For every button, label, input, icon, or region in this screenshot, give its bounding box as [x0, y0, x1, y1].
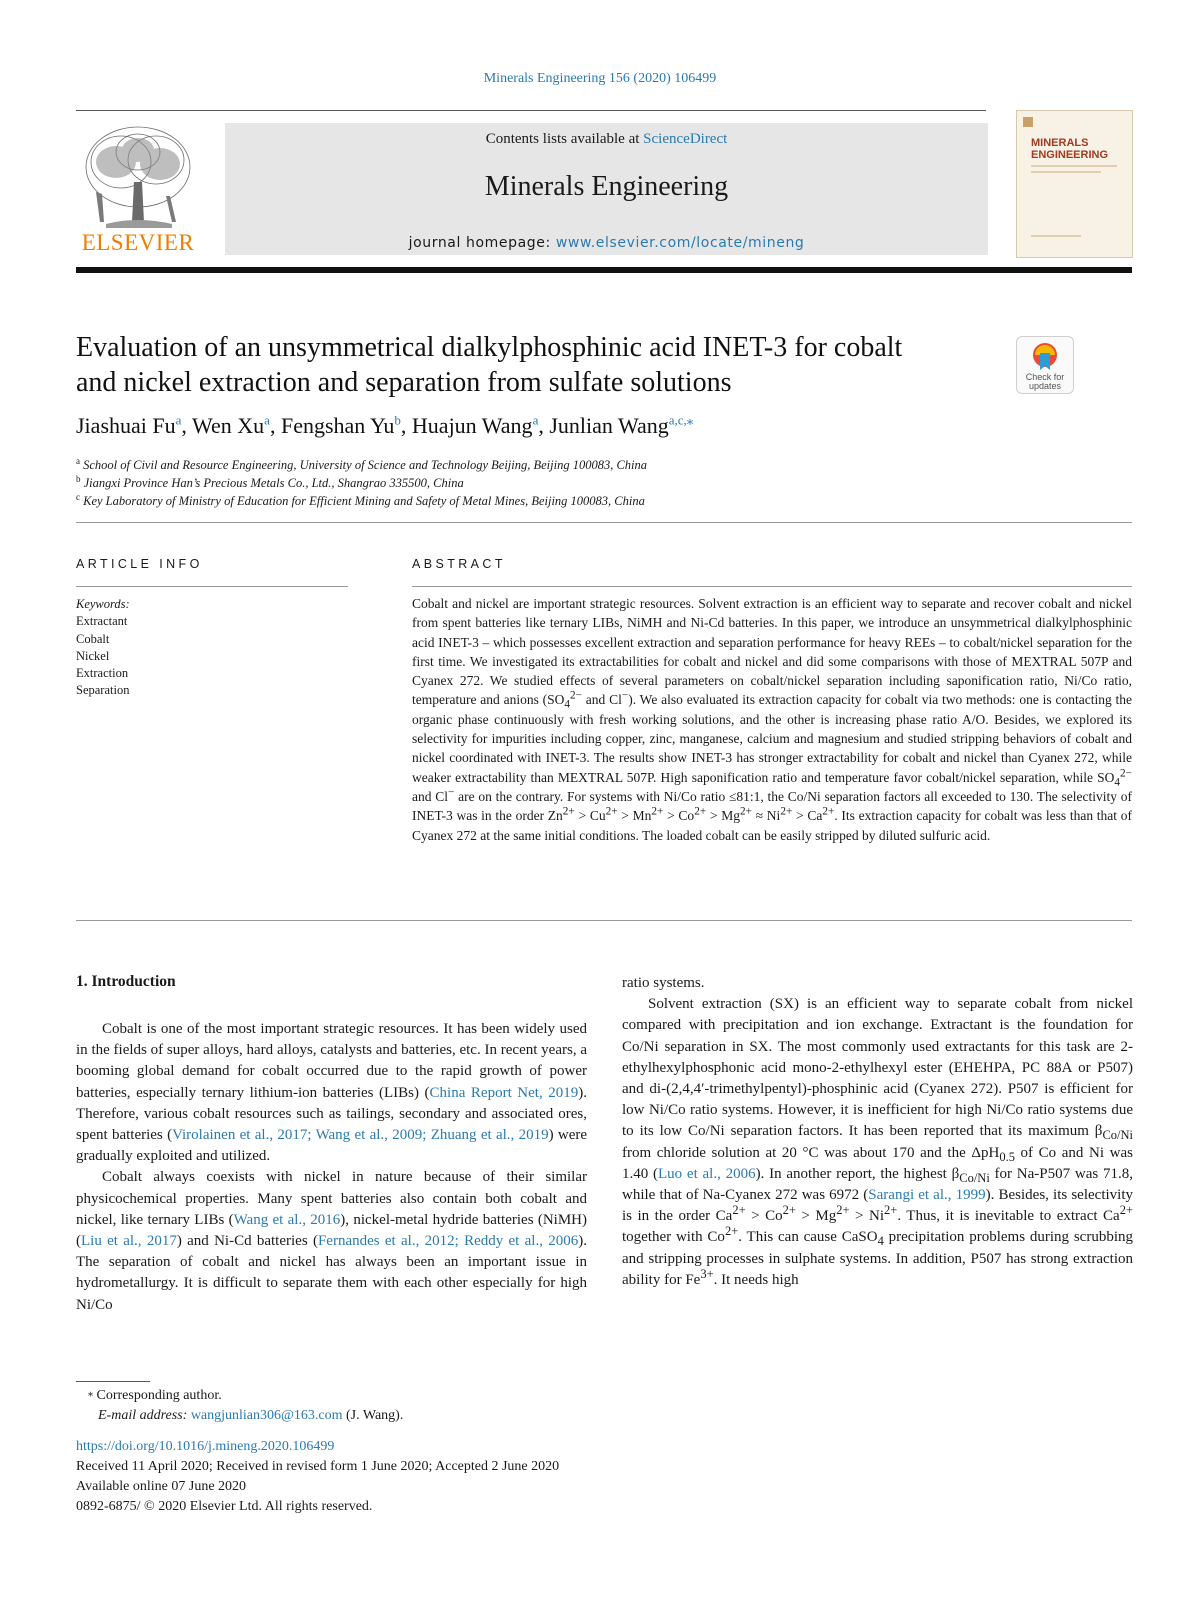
abstract-segment: Cobalt and nickel are important strategic resources. Solvent extraction is an efficient way to separate and recover cobalt and nickel from spent batteries like ternary LIBs, NiMH and Ni-Cd batteries. In this paper, we introduce an unsymmetrical dialkylphosphinic acid INET-3 – which possesses excellent extraction and separation performance for heavy REEs – to cobalt/nickel separation for the first time. We investigated its extractabilities for cobalt and nickel and did some comparisons with those of MEXTRAL 507P and Cyanex 272. We studied effects of several parameters on cobalt/nickel separation including saponification ratio, Ni/Co ratio, temperature and anions (SO — [412, 596, 1132, 708]
superscript: 2+ — [739, 805, 752, 818]
superscript: 2+ — [782, 1203, 796, 1218]
keywords-block — [76, 596, 130, 700]
superscript: 2+ — [651, 805, 664, 818]
text-segment: Cobalt is one of the most important strategic resources. It has been widely used in the fields of super alloys, hard alloys, catalysts and batteries, etc. In recent years, a booming global demand for cobalt occurred due to the rapid growth of power batteries, especially ternary lithium-ion batteries (LIBs) ( — [76, 1021, 587, 1101]
text-segment: . This can cause CaSO — [738, 1229, 878, 1246]
abstract-segment: > Ca — [792, 808, 823, 824]
subscript: Co/Ni — [959, 1170, 990, 1185]
body-column-left — [76, 1019, 587, 1316]
body-paragraph — [76, 1019, 587, 1167]
superscript: 2+ — [605, 805, 618, 818]
email-label: E-mail address: — [98, 1408, 191, 1423]
superscript: 2− — [570, 689, 582, 702]
cover-title-line1: MINERALS — [1031, 137, 1089, 149]
author-name[interactable]: Wen Xu — [192, 413, 265, 438]
subscript: 4 — [564, 699, 571, 712]
publisher-logo-text: ELSEVIER — [81, 230, 195, 255]
citation-link[interactable]: China Report Net, 2019 — [429, 1084, 579, 1101]
author-affil-sup[interactable]: a — [175, 412, 182, 428]
text-segment: ). Besides, its selectivity is in the order Ca — [622, 1187, 1133, 1225]
text-segment: ) were gradually exploited and utilized. — [76, 1127, 588, 1165]
available-online: Available online 07 June 2020 — [76, 1479, 247, 1494]
author-list: Jiashuai Fu$^a$, Wen Xu$^a$, Fengshan Yu$^b$, Huajun Wang$^a$, Junlian Wang$^{a,c,⁎}$ — [76, 412, 694, 438]
check-for-updates-label — [1017, 373, 1073, 391]
abstract-segment: and Cl — [582, 692, 622, 708]
body-paragraph — [76, 1167, 587, 1315]
superscript: 2+ — [836, 1203, 850, 1218]
cover-emblem — [1023, 117, 1033, 127]
section-rule — [76, 920, 1132, 921]
author-affil-sup[interactable]: a — [264, 412, 270, 428]
paper-title-line2: and nickel extraction and separation from sulfate solutions — [76, 367, 732, 398]
abstract-segment: > Mg — [706, 808, 740, 824]
journal-cover-thumbnail[interactable] — [1016, 110, 1133, 258]
text-segment: from chloride solution at 20 °C was about 170 and the ΔpH — [622, 1144, 1000, 1161]
subscript: 0.5 — [999, 1149, 1015, 1164]
superscript: − — [448, 786, 455, 799]
footnote-mark: ⁎ — [88, 1388, 93, 1399]
keywords-label: Keywords: — [76, 597, 130, 611]
corresponding-author-note — [88, 1388, 222, 1404]
abstract-segment: > Cu — [574, 808, 606, 824]
affiliation — [76, 455, 648, 473]
homepage-line — [225, 235, 988, 251]
subscript: 4 — [1114, 776, 1121, 789]
top-rule — [76, 110, 986, 111]
citation-link[interactable]: Luo et al., 2006 — [658, 1165, 756, 1182]
text-segment: together with Co — [622, 1229, 725, 1246]
journal-reference-link[interactable]: Minerals Engineering 156 (2020) 106499 — [483, 71, 717, 86]
superscript: 2+ — [732, 1203, 746, 1218]
copyright-line: 0892-6875/ © 2020 Elsevier Ltd. All rights reserved. — [76, 1499, 373, 1514]
article-metadata — [76, 1437, 559, 1517]
affiliation-text: School of Civil and Resource Engineering, University of Science and Technology Beijing, Beijing 100083, China — [83, 458, 648, 472]
text-segment: precipitation problems during scrubbing and stripping processes in sulphate systems. In addition, P507 has strong extraction ability for Fe — [622, 1229, 1133, 1288]
author-affil-sup[interactable]: a,c,⁎ — [668, 412, 694, 428]
subscript: Co/Ni — [1102, 1128, 1133, 1143]
text-segment: for Na-P507 was 71.8, while that of Na-Cyanex 272 was 6972 ( — [622, 1165, 1133, 1204]
citation-link[interactable]: Liu et al., 2017 — [81, 1233, 177, 1250]
affiliation-sup: c — [76, 491, 80, 502]
superscript: 2− — [1120, 767, 1132, 780]
article-info-rule — [76, 586, 348, 587]
text-segment: ) and Ni-Cd batteries ( — [176, 1233, 318, 1250]
text-segment: > Mg — [795, 1208, 837, 1225]
affiliation — [76, 473, 464, 491]
citation-link[interactable]: Wang et al., 2016 — [233, 1211, 341, 1228]
check-label-line2: updates — [1028, 381, 1062, 391]
citation-link[interactable]: Virolainen et al., 2017; Wang et al., 2009; Zhuang et al., 2019 — [172, 1127, 549, 1144]
affiliation-text: Key Laboratory of Ministry of Education for Efficient Mining and Safety of Metal Mines, Beijing 100083, China — [83, 494, 645, 508]
affiliation-sup: a — [76, 455, 80, 466]
superscript: 2+ — [1119, 1203, 1133, 1218]
text-segment: ). In another report, the highest β — [755, 1165, 960, 1182]
text-segment: > Ni — [849, 1208, 885, 1225]
text-segment: of Co and Ni was 1.40 ( — [622, 1144, 1133, 1182]
text-segment: ), nickel-metal hydride batteries (NiMH) ( — [76, 1211, 587, 1250]
keyword-item: Cobalt — [76, 631, 110, 646]
text-segment: Solvent extraction (SX) is an efficient way to separate cobalt from nickel compared with precipitation and ion exchange. Extractant is the foundation for Co/Ni separation in SX. The most commonly used extractants for this task are 2-ethylhexylphosphonic acid mono-2-ethylhexyl ester (EHEHPA, PC 88A or P507) and di-(2,4,4′-trimethylpentyl)-phosphinic acid (Cyanex 272). P507 is efficient for low Ni/Co ratio systems. However, it is inefficient for high Ni/Co ratio systems due to its low Co/Ni separation factors. It has been reported that its maximum β — [622, 996, 1133, 1140]
cover-line — [1031, 235, 1081, 237]
author-name[interactable]: Jiashuai Fu — [76, 413, 176, 438]
text-segment: ). Therefore, various cobalt resources such as tailings, secondary and associated ores, spent batteries ( — [76, 1084, 587, 1144]
sciencedirect-link[interactable]: ScienceDirect — [643, 131, 728, 147]
abstract-heading: ABSTRACT — [412, 557, 506, 571]
section-heading-introduction: 1. Introduction — [76, 973, 176, 990]
abstract-text — [412, 594, 1132, 845]
keyword-item: Nickel — [76, 648, 110, 663]
footnote-text: Corresponding author. — [93, 1388, 222, 1403]
paper-title-line1: Evaluation of an unsymmetrical dialkylphosphinic acid INET-3 for cobalt — [76, 332, 903, 363]
footnote-rule — [76, 1381, 150, 1382]
abstract-segment: ). We also evaluated its extraction capacity for cobalt via two methods: one is contacting the organic phase continuously with fresh working solutions, and the other is increasing phase ratio A/O. Besides, we explored its selectivity for impurities including copper, zinc, manganese, calcium and magnesium and studied stripping behaviors of cobalt and nickel coordinated with INET-3. The results show INET-3 has stronger extractability for cobalt and nickel than Cyanex 272, while weaker extractability than MEXTRAL 507P. High saponification ratio and temperature favor cobalt/nickel separation, while SO — [412, 692, 1133, 785]
superscript: 3+ — [700, 1266, 714, 1281]
text-segment: . Thus, it is inevitable to extract Ca — [897, 1208, 1120, 1225]
superscript: 2+ — [822, 805, 835, 818]
abstract-segment: ≈ Ni — [751, 808, 781, 824]
abstract-segment: and Cl — [412, 788, 448, 804]
affiliation — [76, 491, 645, 509]
body-column-right — [622, 973, 1133, 1291]
received-dates: Received 11 April 2020; Received in revised form 1 June 2020; Accepted 2 June 2020 — [76, 1459, 560, 1474]
author-affil-sup[interactable]: b — [394, 412, 401, 428]
body-paragraph-continued: ratio systems. — [622, 975, 705, 991]
cover-title — [1031, 137, 1108, 161]
subscript: 4 — [877, 1234, 884, 1249]
affiliation-sup: b — [76, 473, 81, 484]
journal-title: Minerals Engineering — [484, 171, 729, 202]
abstract-rule — [412, 586, 1132, 587]
author-name[interactable]: Junlian Wang — [549, 413, 669, 438]
cover-line — [1031, 171, 1101, 173]
cover-title-line2: ENGINEERING — [1031, 149, 1109, 161]
abstract-segment: are on the contrary. For systems with Ni/Co ratio ≤81:1, the Co/Ni separation factors all exceeded to 130. The selectivity of INET-3 was in the order Zn — [412, 788, 1132, 824]
superscript: 2+ — [694, 805, 707, 818]
abstract-segment: > Co — [663, 808, 695, 824]
author-affil-sup[interactable]: a — [532, 412, 539, 428]
article-info-heading: ARTICLE INFO — [76, 557, 203, 571]
author-name[interactable]: Huajun Wang — [411, 413, 533, 438]
paper-title — [76, 330, 996, 400]
citation-link[interactable]: Sarangi et al., 1999 — [868, 1187, 986, 1204]
check-label-line1: Check for — [1025, 372, 1065, 382]
email-link[interactable]: wangjunlian306@163.com — [190, 1408, 343, 1423]
keyword-item: Extractant — [76, 614, 128, 629]
section-rule — [76, 522, 1132, 523]
superscript: 2+ — [562, 805, 575, 818]
superscript: 2+ — [884, 1203, 898, 1218]
body-paragraph — [622, 994, 1133, 1291]
keyword-item: Extraction — [76, 666, 129, 681]
affiliation-text: Jiangxi Province Han’s Precious Metals Co., Ltd., Shangrao 335500, China — [83, 476, 464, 490]
text-segment: . It needs high — [713, 1271, 799, 1288]
superscript: 2+ — [724, 1224, 739, 1239]
cover-line — [1031, 165, 1117, 167]
header-heavy-rule — [76, 267, 1132, 273]
crossmark-icon — [1031, 342, 1059, 372]
text-segment: Cobalt always coexists with nickel in nature because of their similar physicochemical properties. Many spent batteries also contain both cobalt and nickel, like ternary LIBs ( — [76, 1169, 587, 1228]
text-segment: ). The separation of cobalt and nickel has always been an important issue in hydrometallurgy. It is difficult to separate them with each other especially for high Ni/Co — [76, 1233, 587, 1313]
text-segment: > Co — [745, 1208, 783, 1225]
check-for-updates-button[interactable] — [1016, 336, 1074, 394]
email-note — [98, 1408, 403, 1424]
superscript: − — [621, 689, 629, 702]
contents-line — [225, 131, 988, 148]
citation-link[interactable]: Fernandes et al., 2012; Reddy et al., 2006 — [317, 1233, 579, 1250]
homepage-prefix: journal homepage: — [408, 235, 556, 251]
homepage-link[interactable]: www.elsevier.com/locate/mineng — [555, 235, 805, 251]
abstract-segment: . Its extraction capacity for cobalt was less than that of Cyanex 272 at the same initial conditions. The loaded cobalt can be easily stripped by diluted sulfuric acid. — [412, 808, 1133, 843]
abstract-segment: > Mn — [617, 808, 652, 824]
email-suffix: (J. Wang). — [342, 1408, 404, 1423]
doi-link[interactable]: https://doi.org/10.1016/j.mineng.2020.106499 — [76, 1439, 335, 1454]
keyword-item: Separation — [76, 683, 130, 698]
elsevier-logo[interactable] — [76, 122, 200, 260]
author-name[interactable]: Fengshan Yu — [280, 413, 395, 438]
journal-banner — [225, 123, 988, 255]
contents-prefix: Contents lists available at — [485, 131, 644, 147]
superscript: 2+ — [780, 805, 793, 818]
